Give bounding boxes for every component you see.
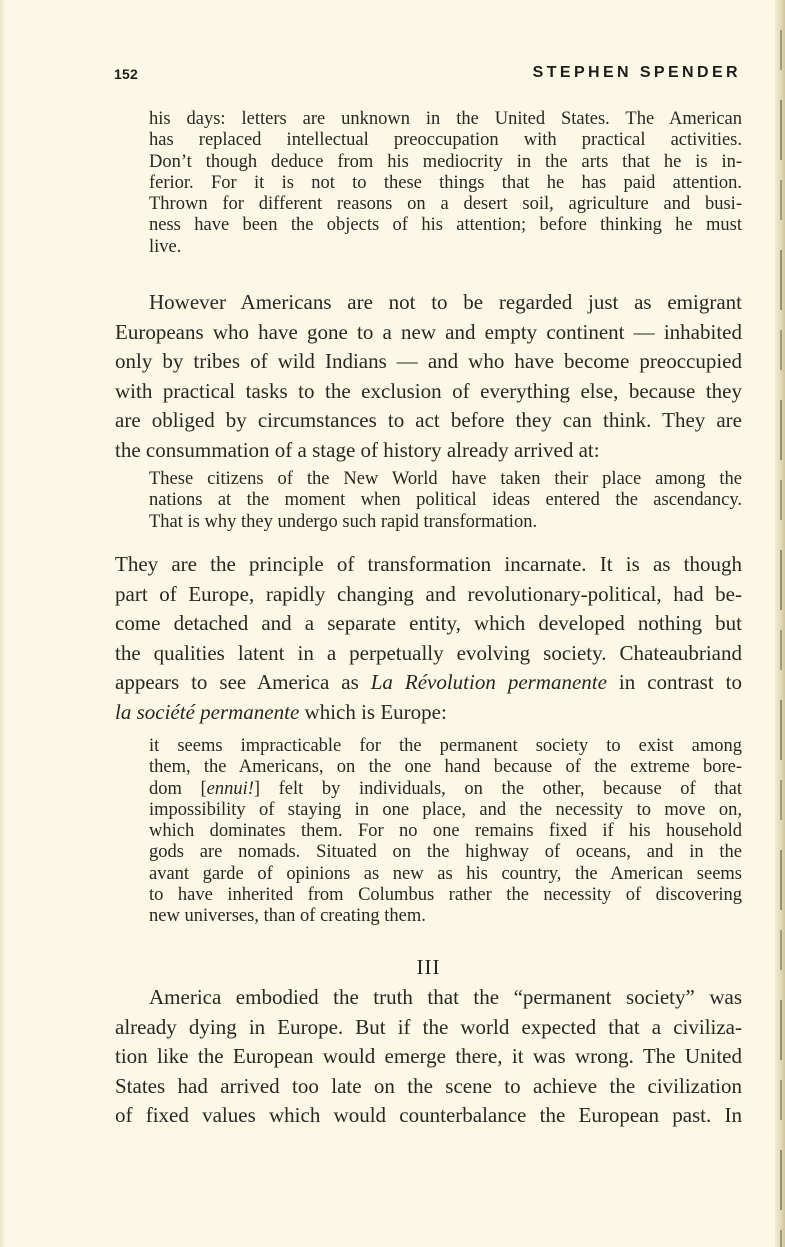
text-line: only by tribes of wild Indians — and who have become preoccupied — [115, 349, 742, 373]
text-line: That is why they undergo such rapid transformation. — [149, 511, 538, 532]
paragraph-americans — [115, 288, 742, 465]
text-line: has replaced intellectual preoccupation with practical activities. — [149, 130, 742, 151]
italic-phrase: La Révolution permanente — [370, 670, 607, 694]
page-edge-stack — [780, 30, 782, 1247]
text-line: ness have been the objects of his attention; before thinking he must — [149, 215, 742, 236]
page-number: 152 — [114, 66, 138, 82]
text-line: come detached and a separate entity, which developed nothing but — [115, 611, 742, 635]
paragraph-permanent-society — [115, 983, 742, 1131]
block-quote-chateaubriand — [149, 736, 742, 928]
text-line: gods are nomads. Situated on the highway of oceans, and in the — [149, 842, 742, 863]
text-line — [115, 698, 742, 728]
text-line: States had arrived too late on the scene to achieve the civilization — [115, 1073, 742, 1098]
text-line: it seems impracticable for the permanent society to exist among — [149, 736, 742, 756]
page-header — [114, 64, 741, 88]
section-heading: III — [416, 955, 441, 979]
text-line: them, the Americans, on the one hand because of the extreme bore- — [149, 757, 742, 778]
text-line: of fixed values which would counterbalance the European past. In — [115, 1103, 742, 1127]
paragraph-transformation — [115, 550, 742, 727]
text-line: the qualities latent in a perpetually evolving society. Chateaubriand — [115, 640, 742, 665]
text-line: part of Europe, rapidly changing and revolutionary-political, had be- — [115, 581, 742, 606]
text-line — [115, 668, 742, 698]
text-line: Don’t though deduce from his mediocrity in the arts that he is in- — [149, 151, 742, 172]
text-run: which is Europe: — [299, 699, 447, 724]
text-line: America embodied the truth that the “permanent society” was — [149, 985, 742, 1009]
text-line: to have inherited from Columbus rather the necessity of discovering — [149, 885, 742, 906]
text-line: They are the principle of transformation incarnate. It is as though — [115, 552, 742, 576]
text-line: nations at the moment when political ideas entered the ascendancy. — [149, 490, 742, 511]
text-line: which dominates them. For no one remains fixed if his household — [149, 821, 742, 842]
block-quote-new-world — [149, 469, 742, 533]
text-line: are obliged by circumstances to act before they can think. They are — [115, 408, 742, 432]
page-gutter-shadow — [0, 0, 6, 1247]
text-line: new universes, than of creating them. — [149, 906, 426, 927]
text-line: with practical tasks to the exclusion of everything else, because they — [115, 378, 742, 403]
text-line — [149, 779, 742, 800]
block-quote-continuation — [149, 109, 742, 258]
text-run: in contrast to — [606, 670, 742, 694]
text-line: impossibility of staying in one place, and the necessity to move on, — [149, 799, 742, 820]
italic-phrase: ennui! — [206, 778, 254, 799]
text-run: ] felt by individuals, on the other, because of that — [253, 778, 742, 799]
text-line: already dying in Europe. But if the world expected that a civiliza- — [115, 1014, 742, 1039]
text-line: the consummation of a stage of history already arrived at: — [115, 437, 600, 462]
text-line: Europeans who have gone to a new and empty continent — inhabited — [115, 319, 742, 344]
text-run: appears to see America as — [115, 670, 371, 694]
text-line: ferior. For it is not to these things that he has paid attention. — [149, 172, 742, 193]
text-line: Thrown for different reasons on a desert soil, agriculture and busi- — [149, 194, 742, 215]
text-line: live. — [149, 236, 182, 257]
text-line: However Americans are not to be regarded just as emigrant — [149, 290, 742, 314]
text-line: avant garde of opinions as new as his country, the American seems — [149, 863, 742, 884]
text-line: his days: letters are unknown in the United States. The American — [149, 109, 742, 129]
text-run: dom [ — [149, 778, 207, 799]
text-line: These citizens of the New World have taken their place among the — [149, 469, 742, 489]
text-line: tion like the European would emerge there, it was wrong. The United — [115, 1044, 742, 1068]
italic-phrase: la société permanente — [115, 699, 300, 724]
running-head: STEPHEN SPENDER — [532, 64, 741, 81]
